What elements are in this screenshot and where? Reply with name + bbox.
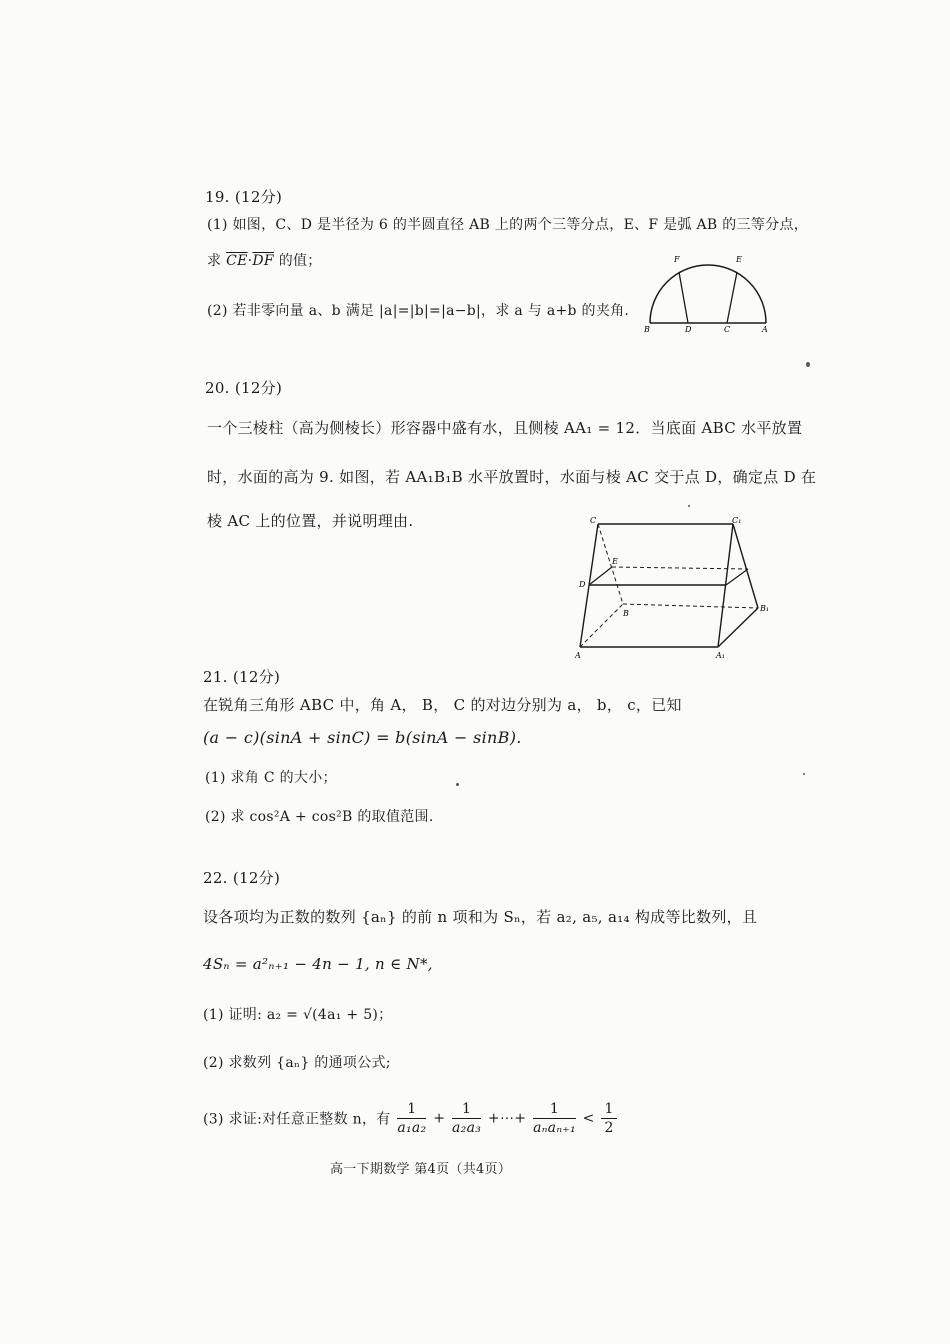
fraction-3: $\frac{1}{\text{aₙaₙ₊₁}}$ xyxy=(533,1101,576,1136)
label-b1: B₁ xyxy=(760,604,770,613)
label-d: D xyxy=(685,325,692,334)
q19-part1-suffix: 的值； xyxy=(273,253,322,269)
q19-part2-text: (2) 若非零向量 a、b 满足 |a|=|b|=|a−b|，求 a 与 a+b 的夹角. xyxy=(207,303,630,319)
scan-speck xyxy=(806,362,810,367)
plus-sign: + xyxy=(433,1110,446,1127)
page-footer: 高一下期数学 第4页（共4页） xyxy=(330,1162,512,1177)
label-a: A xyxy=(575,651,581,660)
q21-part2: (2) 求 cos²A + cos²B 的取值范围. xyxy=(205,809,434,825)
ellipsis: +⋯+ xyxy=(487,1110,527,1127)
q19-part1-line2 xyxy=(207,250,322,270)
q22-equation: 4Sₙ = a²ₙ₊₁ − 4n − 1, n ∈ N*, xyxy=(203,955,433,973)
q21-part1: (1) 求角 C 的大小； xyxy=(205,770,337,786)
fraction-2: $\frac{1}{\text{a₂a₃}}$ xyxy=(452,1101,482,1136)
label-c1: C₁ xyxy=(732,516,742,525)
q21-equation: (a − c)(sinA + sinC) = b(sinA − sinB). xyxy=(203,728,522,747)
q20-header: 20. (12分) xyxy=(205,379,283,397)
less-than: < xyxy=(582,1110,595,1127)
label-e: E xyxy=(736,255,742,264)
vector-df: $\overline{DF}$ xyxy=(252,253,274,269)
semicircle-figure xyxy=(640,250,780,335)
label-c: C xyxy=(724,325,731,334)
scan-speck xyxy=(456,783,459,786)
label-b: B xyxy=(623,609,629,618)
label-b: B xyxy=(644,325,650,334)
q19-header: 19. (12分) xyxy=(205,188,283,206)
q20-line3: 棱 AC 上的位置，并说明理由. xyxy=(207,512,414,530)
q20-line2: 时，水面的高为 9. 如图，若 AA₁B₁B 水平放置时，水面与棱 AC 交于点 D，确定点 D 在 xyxy=(207,468,817,486)
prism-figure xyxy=(568,512,778,662)
label-d: D xyxy=(579,580,586,589)
q21-line1: 在锐角三角形 ABC 中，角 A， B， C 的对边分别为 a， b， c，已知 xyxy=(203,696,682,714)
q19-part1-text: (1) 如图，C、D 是半径为 6 的半圆直径 AB 上的两个三等分点，E、F 是弧 AB 的三等分点， xyxy=(207,217,809,233)
fraction-1: $\frac{1}{\text{a₁a₂}}$ xyxy=(397,1101,427,1136)
scan-speck xyxy=(803,773,805,775)
q20-line1: 一个三棱柱（高为侧棱长）形容器中盛有水，且侧棱 AA₁ = 12．当底面 ABC 水平放置 xyxy=(207,419,803,437)
q22-line1: 设各项均为正数的数列 {aₙ} 的前 n 项和为 Sₙ，若 a₂, a₅, a₁₄ 构成等比数列，且 xyxy=(203,908,758,926)
q22-part3-prefix: (3) 求证:对任意正整数 n，有 xyxy=(203,1111,391,1128)
q21-header: 21. (12分) xyxy=(203,668,281,686)
label-a: A xyxy=(762,325,768,334)
dot-operator: · xyxy=(247,253,253,269)
label-e: E xyxy=(612,557,618,566)
q19-part1-prefix: 求 xyxy=(207,253,222,269)
q22-part1: (1) 证明: a₂ = √(4a₁ + 5)； xyxy=(203,1007,393,1023)
q22-part2: (2) 求数列 {aₙ} 的通项公式; xyxy=(203,1055,391,1071)
label-f: F xyxy=(674,255,680,264)
label-a1: A₁ xyxy=(716,651,725,660)
scan-speck xyxy=(688,505,690,507)
fraction-4: $\frac{1}{2}$ xyxy=(601,1100,616,1137)
q22-header: 22. (12分) xyxy=(203,869,281,887)
vector-ce: $\overline{CE}$ xyxy=(226,253,248,269)
label-c: C xyxy=(590,516,597,525)
q22-part3 xyxy=(203,1100,619,1137)
